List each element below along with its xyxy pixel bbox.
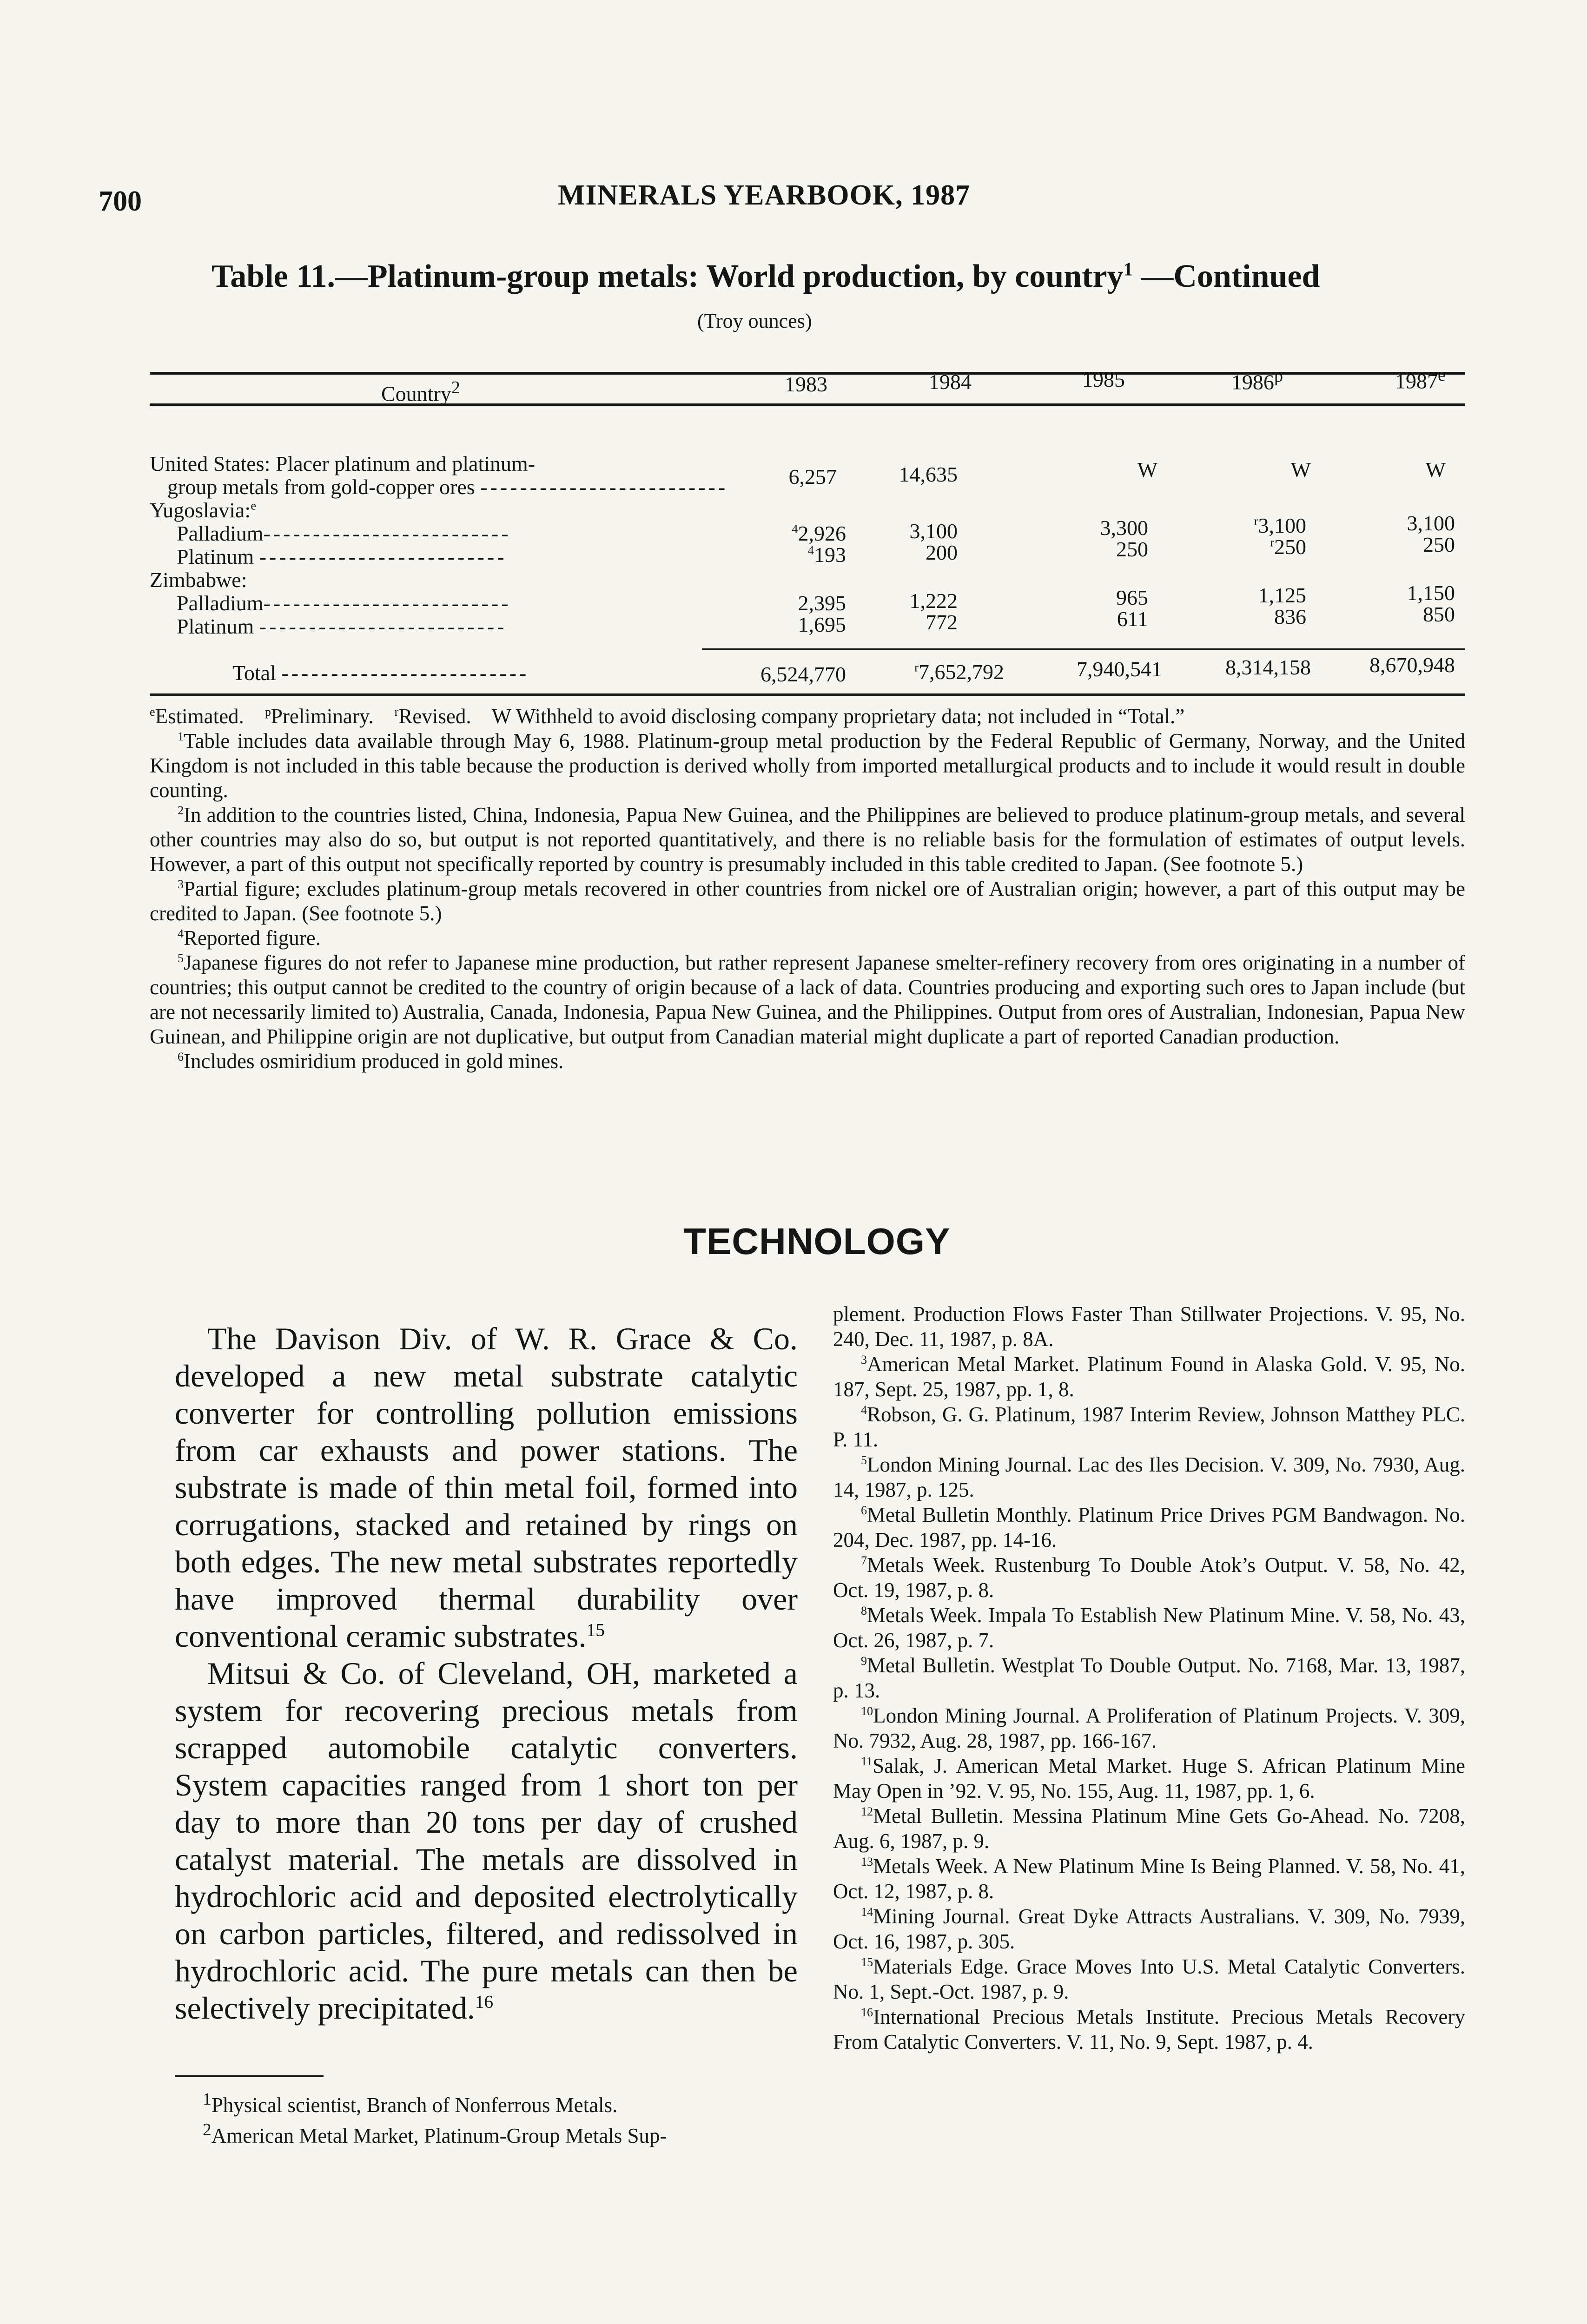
running-title: MINERALS YEARBOOK, 1987 <box>558 179 971 211</box>
reference-continuation: plement. Production Flows Faster Than Stillwater Projections. V. 95, No. 240, Dec. 11, 1987, p. 8A. <box>833 1302 1465 1351</box>
column-header-year: 1986$^p$ <box>1231 366 1283 394</box>
row-label-zimbabwe-platinum: Platinum ------------------------- <box>177 614 507 638</box>
table-title-footnote-ref: 1 <box>1123 258 1133 280</box>
reference-item: $^9$Metal Bulletin. Westplat To Double Output. No. 7168, Mar. 13, 1987, p. 13. <box>833 1654 1465 1702</box>
table-cell: $^4$193 <box>807 543 846 567</box>
table-cell-total: 8,670,948 <box>1369 653 1455 677</box>
table-cell-total: 6,524,770 <box>760 662 846 686</box>
footnote: $^2$In addition to the countries listed, China, Indonesia, Papua New Guinea, and the Philippines are believed to produce platinum-group metals, and several other countries may also do so, but output is not reported quantitatively, and there is no reliable basis for the formulation of estimates of output levels. However, a part of this output not specifically reported by country is presumably included in this table credited to Japan. (See footnote 5.) <box>150 803 1465 876</box>
table-units: (Troy ounces) <box>697 310 812 332</box>
page-footnote-rule <box>175 2075 324 2077</box>
column-header-country: Country$^2$ <box>381 378 460 406</box>
table-title-continued: —Continued <box>1132 258 1320 294</box>
table-cell: $^r$250 <box>1270 535 1306 559</box>
row-label-united-states-cont: group metals from gold-copper ores ------------------------- <box>167 475 728 499</box>
reference-item: $^{10}$London Mining Journal. A Proliferation of Platinum Projects. V. 309, No. 7932, Aug. 28, 1987, pp. 166-167. <box>833 1704 1465 1752</box>
footnote: $^1$Table includes data available through May 6, 1988. Platinum-group metal production by the Federal Republic of Germany, Norway, and the United Kingdom is not included in this table because the production is derived wholly from imported metallurgical products and to include it would result in double counting. <box>150 729 1465 802</box>
table-cell: 200 <box>926 541 958 564</box>
footnote: $^4$Reported figure. <box>178 926 321 950</box>
row-label-united-states: United States: Placer platinum and platinum- <box>150 452 536 475</box>
table-cell: 1,150 <box>1407 581 1455 605</box>
table-bottom-rule <box>150 693 1465 696</box>
references-column <box>833 1301 1465 2054</box>
table-cell-total: 7,940,541 <box>1077 657 1162 681</box>
page-number: 700 <box>99 185 142 217</box>
table-cell-total: 8,314,158 <box>1225 655 1311 679</box>
page-footnotes <box>175 2087 798 2148</box>
reference-item: $^{12}$Metal Bulletin. Messina Platinum Mine Gets Go-Ahead. No. 7208, Aug. 6, 1987, p. 9. <box>833 1804 1465 1853</box>
column-header-year: 1985 <box>1082 368 1125 391</box>
table-title <box>212 258 1320 295</box>
table-cell: 2,395 <box>798 591 846 615</box>
row-label-yugoslavia-palladium: Palladium------------------------- <box>177 522 511 545</box>
page-footnote: $^1$Physical scientist, Branch of Nonferrous Metals. <box>203 2090 618 2117</box>
footnote: $^6$Includes osmiridium produced in gold mines. <box>178 1050 564 1073</box>
reference-item: $^{16}$International Precious Metals Institute. Precious Metals Recovery From Catalytic Converters. V. 11, No. 9, Sept. 1987, p. 4. <box>833 2005 1465 2053</box>
table-title-main: Table 11.—Platinum-group metals: World production, by country <box>212 258 1124 294</box>
table-cell: 1,125 <box>1258 583 1306 607</box>
table-cell: 3,100 <box>1407 511 1455 535</box>
footnote: $^3$Partial figure; excludes platinum-group metals recovered in other countries from nickel ore of Australian origin; however, a part of this output may be credited to Japan. (See footnote 5.) <box>150 877 1465 925</box>
body-paragraph: The Davison Div. of W. R. Grace & Co. developed a new metal substrate catalytic converter for controlling pollution emissions from car exhausts and power stations. The substrate is made of thin metal foil, formed into corrugations, stacked and retained by rings on both edges. The new metal substrates reportedly have improved thermal durability over conventional ceramic substrates.$^{15}$ <box>175 1321 798 1654</box>
reference-item: $^3$American Metal Market. Platinum Found in Alaska Gold. V. 95, No. 187, Sept. 25, 1987, pp. 1, 8. <box>833 1353 1465 1401</box>
table-cell: W <box>1425 458 1446 482</box>
table-cell: W <box>1137 458 1157 482</box>
body-column-left <box>175 1320 798 2027</box>
reference-item: $^{13}$Metals Week. A New Platinum Mine Is Being Planned. V. 58, No. 41, Oct. 12, 1987, p. 8. <box>833 1855 1465 1903</box>
row-label-zimbabwe-palladium: Palladium------------------------- <box>177 591 511 615</box>
row-label-total: Total ------------------------- <box>232 661 529 685</box>
table-cell: 6,257 <box>788 465 837 489</box>
row-label-yugoslavia: Yugoslavia:$^e$ <box>150 498 257 522</box>
table-cell-total: $^r$7,652,792 <box>914 660 1004 684</box>
table-cell: 250 <box>1423 533 1455 556</box>
table-header-rule <box>150 403 1465 406</box>
page-footnote: $^2$American Metal Market, Platinum-Group Metals Sup- <box>203 2120 667 2147</box>
table-cell: 1,695 <box>798 613 846 636</box>
table-cell: 1,222 <box>909 589 958 613</box>
row-label-zimbabwe: Zimbabwe: <box>150 568 247 592</box>
reference-item: $^7$Metals Week. Rustenburg To Double Atok’s Output. V. 58, No. 42, Oct. 19, 1987, p. 8. <box>833 1553 1465 1602</box>
table-total-rule <box>702 648 1465 650</box>
table-footnotes <box>150 704 1465 1074</box>
reference-item: $^{15}$Materials Edge. Grace Moves Into U.S. Metal Catalytic Converters. No. 1, Sept.-Oct. 1987, p. 9. <box>833 1955 1465 2003</box>
table-cell: 250 <box>1116 537 1148 561</box>
table-cell: 3,300 <box>1100 516 1148 540</box>
reference-item: $^{11}$Salak, J. American Metal Market. Huge S. African Platinum Mine May Open in ’92. V. 95, No. 155, Aug. 11, 1987, pp. 1, 6. <box>833 1754 1465 1802</box>
table-cell: $^4$2,926 <box>792 522 846 545</box>
table-cell: 3,100 <box>909 519 958 543</box>
footnote: $^5$Japanese figures do not refer to Japanese mine production, but rather represent Japanese smelter-refinery recovery from ores originating in a number of countries; this output cannot be credited to the country of origin because of a lack of data. Countries producing and exporting such ores to Japan include (but are not necessarily limited to) Australia, Canada, Indonesia, Papua New Guinea, and the Philippines. Output from ores of Australian, Indonesian, Papua New Guinean, and Philippine origin are not duplicative, but output from Canadian material might duplicate a part of reported Canadian production. <box>150 951 1465 1048</box>
column-header-year: 1987e <box>1395 365 1446 393</box>
table-cell: 850 <box>1423 602 1455 626</box>
column-header-year: 1984 <box>929 370 972 394</box>
table-cell: $^r$3,100 <box>1254 514 1306 537</box>
table-cell: 965 <box>1116 586 1148 609</box>
body-paragraph: Mitsui & Co. of Cleveland, OH, marketed a system for recovering precious metals from scrapped automobile catalytic converters. System capacities ranged from 1 short ton per day to more than 20 tons per day of crushed catalyst material. The metals are dissolved in hydrochloric acid and deposited electrolytically on carbon particles, filtered, and redissolved in hydrochloric acid. The pure metals can then be selectively precipitated.$^{16}$ <box>175 1656 798 2026</box>
table-cell: W <box>1290 458 1311 482</box>
reference-item: $^8$Metals Week. Impala To Establish New Platinum Mine. V. 58, No. 43, Oct. 26, 1987, p. 7. <box>833 1604 1465 1652</box>
reference-item: $^5$London Mining Journal. Lac des Iles Decision. V. 309, No. 7930, Aug. 14, 1987, p. 125. <box>833 1453 1465 1501</box>
column-header-year: 1983 <box>785 372 827 396</box>
table-cell: 772 <box>926 610 958 634</box>
footnote-legend: $^e$Estimated. $^p$Preliminary. $^r$Revised. W Withheld to avoid disclosing company proprietary data; not included in “Total.” <box>150 705 1185 728</box>
table-cell: 836 <box>1274 605 1306 628</box>
section-heading: TECHNOLOGY <box>683 1221 951 1262</box>
reference-item: $^4$Robson, G. G. Platinum, 1987 Interim Review, Johnson Matthey PLC. P. 11. <box>833 1403 1465 1451</box>
reference-item: $^6$Metal Bulletin Monthly. Platinum Price Drives PGM Bandwagon. No. 204, Dec. 1987, pp. 14-16. <box>833 1503 1465 1552</box>
row-label-yugoslavia-platinum: Platinum ------------------------- <box>177 545 507 568</box>
table-cell: 611 <box>1117 607 1148 631</box>
reference-item: $^{14}$Mining Journal. Great Dyke Attracts Australians. V. 309, No. 7939, Oct. 16, 1987, p. 305. <box>833 1905 1465 1953</box>
table-cell: 14,635 <box>899 462 958 486</box>
